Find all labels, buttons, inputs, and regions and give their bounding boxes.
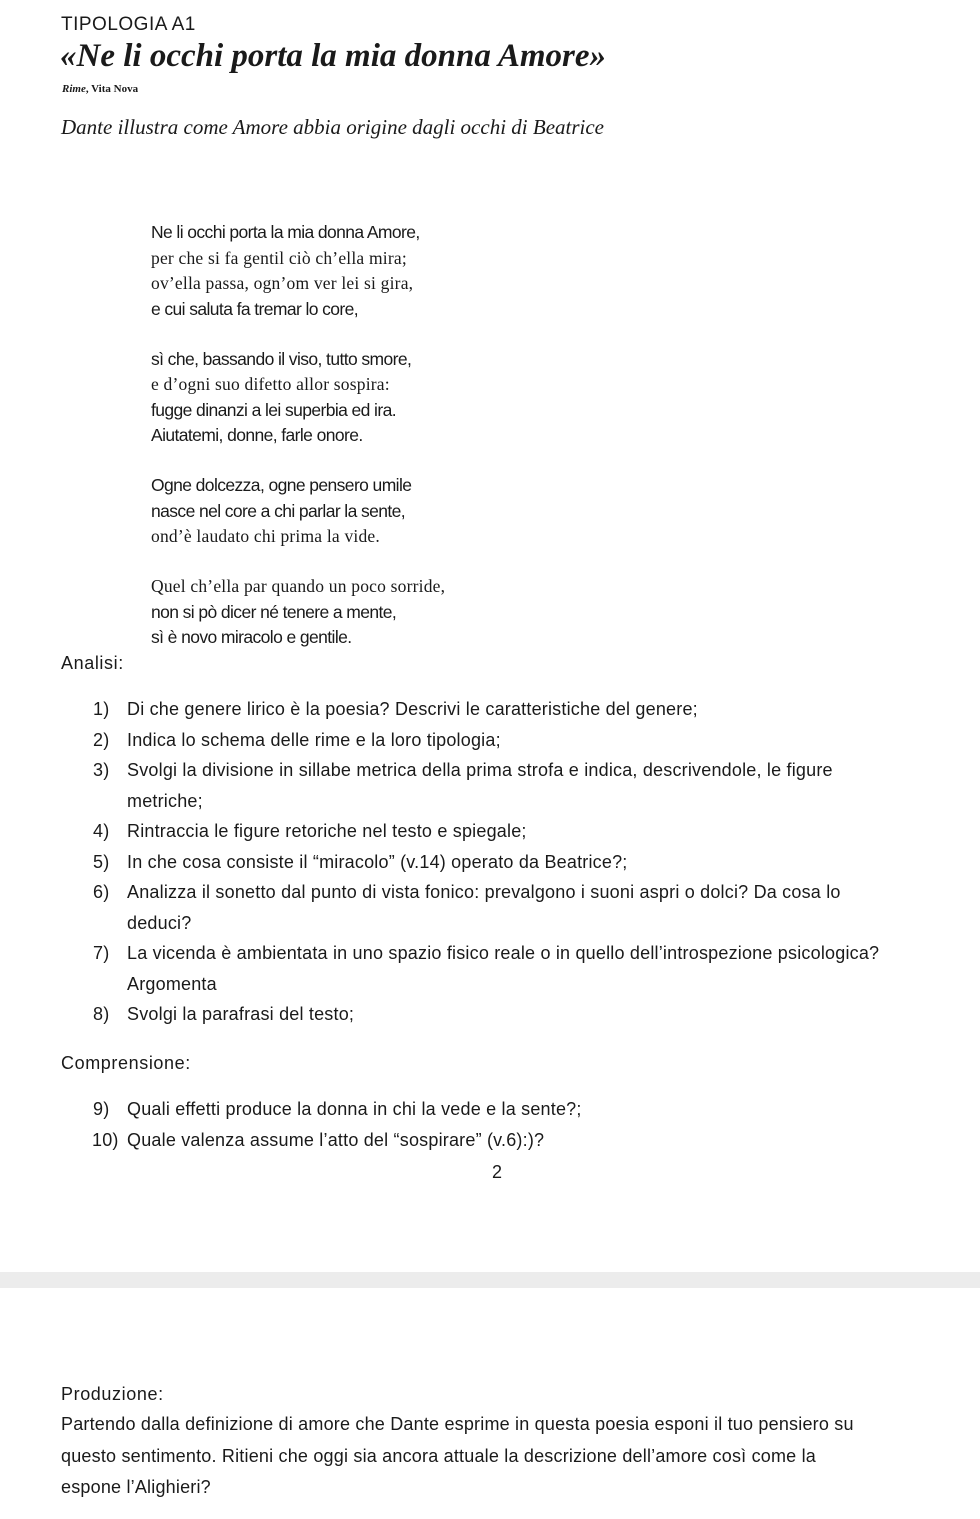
question-number: 5) <box>93 851 110 872</box>
poem-title: «Ne li occhi porta la mia donna Amore» <box>60 38 607 74</box>
poem-verse: nasce nel core a chi parlar la sente, <box>151 500 406 521</box>
question-text: Quale valenza assume l’atto del “sospirare” (v.6):)? <box>127 1129 545 1150</box>
question-text-continued: Argomenta <box>127 973 217 994</box>
question-text: In che cosa consiste il “miracolo” (v.14) operato da Beatrice?; <box>127 851 628 872</box>
question-item <box>93 1094 582 1125</box>
question-number: 3) <box>93 760 110 780</box>
poem-verse: fugge dinanzi a lei superbia ed ira. <box>151 399 396 420</box>
question-item <box>93 1125 582 1156</box>
question-text: Svolgi la parafrasi del testo; <box>127 1004 355 1024</box>
question-item <box>93 725 879 756</box>
comprehension-question-list <box>93 1094 582 1155</box>
question-text: Quali effetti produce la donna in chi la vede e la sente?; <box>127 1099 582 1119</box>
poem-verse: Quel ch’ella par quando un poco sorride, <box>151 576 446 596</box>
poem-verse: e cui saluta fa tremar lo core, <box>151 298 359 319</box>
page-number: 2 <box>492 1162 503 1182</box>
question-text-continued: metriche; <box>127 790 203 811</box>
poem-verse: ov’ella passa, ogn’om ver lei si gira, <box>151 273 414 293</box>
analysis-heading: Analisi: <box>61 653 124 673</box>
question-text: Rintraccia le figure retoriche nel testo e spiegale; <box>127 821 527 841</box>
question-item <box>93 816 879 847</box>
poem-verse: sì è novo miracolo e gentile. <box>151 627 352 647</box>
page-separator <box>0 1272 980 1288</box>
production-prompt-line: questo sentimento. Ritieni che oggi sia ancora attuale la descrizione dell’amore così come la <box>61 1445 817 1466</box>
poem-subtitle: Dante illustra come Amore abbia origine dagli occhi di Beatrice <box>61 115 604 139</box>
poem-text <box>151 220 445 651</box>
production-heading: Produzione: <box>61 1384 164 1404</box>
poem-verse: non si pò dicer né tenere a mente, <box>151 601 397 622</box>
question-text-continued: deduci? <box>127 912 192 933</box>
poem-verse: per che si fa gentil ciò ch’ella mira; <box>151 247 407 268</box>
source-reference <box>62 83 138 95</box>
analysis-question-list <box>93 694 879 1030</box>
question-number: 8) <box>93 1004 110 1024</box>
poem-verse: e d’ogni suo difetto allor sospira: <box>151 374 390 394</box>
poem-verse: Ogne dolcezza, ogne pensero umile <box>151 475 412 495</box>
typology-label: TIPOLOGIA A1 <box>61 14 196 35</box>
poem-verse: ond’è laudato chi prima la vide. <box>151 526 380 546</box>
question-item <box>93 877 879 938</box>
question-text: Svolgi la divisione in sillabe metrica della prima strofa e indica, descrivendole, le figure <box>127 760 833 780</box>
poem-verse: Aiutatemi, donne, farle onore. <box>151 425 363 445</box>
comprehension-heading: Comprensione: <box>61 1053 191 1073</box>
question-item <box>93 755 879 816</box>
question-number: 4) <box>93 821 110 841</box>
production-prompt-line: espone l’Alighieri? <box>61 1477 211 1497</box>
question-text: Di che genere lirico è la poesia? Descrivi le caratteristiche del genere; <box>127 699 698 719</box>
question-item <box>93 847 879 878</box>
question-number: 7) <box>93 943 110 963</box>
stanza-break <box>151 322 445 347</box>
question-number: 1) <box>93 699 110 719</box>
stanza-break <box>151 449 445 474</box>
question-item <box>93 938 879 999</box>
production-prompt-line: Partendo dalla definizione di amore che Dante esprime in questa poesia esponi il tuo pensiero su <box>61 1414 854 1434</box>
document-page-2 <box>0 1288 980 1519</box>
stanza-break <box>151 550 445 575</box>
production-prompt <box>61 1409 941 1504</box>
source-work-title: Rime <box>62 83 86 95</box>
question-number: 2) <box>93 729 110 750</box>
question-item <box>93 694 879 725</box>
question-text: La vicenda è ambientata in uno spazio fisico reale o in quello dell’introspezione psicologica? <box>127 943 880 963</box>
question-text: Analizza il sonetto dal punto di vista fonico: prevalgono i suoni aspri o dolci? Da cosa lo <box>127 882 841 902</box>
poem-verse: sì che, bassando il viso, tutto smore, <box>151 348 412 369</box>
question-text: Indica lo schema delle rime e la loro tipologia; <box>127 729 501 750</box>
question-number: 10) <box>92 1129 119 1150</box>
question-item <box>93 999 879 1030</box>
source-work-rest: , Vita Nova <box>85 83 139 95</box>
poem-verse: Ne li occhi porta la mia donna Amore, <box>151 222 420 242</box>
question-number: 9) <box>93 1099 110 1119</box>
question-number: 6) <box>93 882 110 902</box>
